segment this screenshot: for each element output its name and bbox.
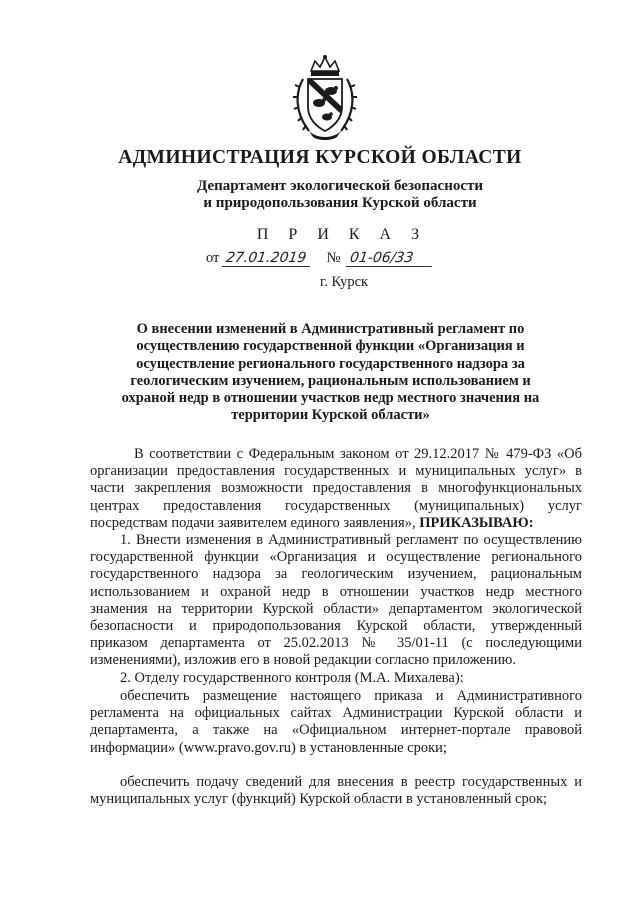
order-subject: О внесении изменений в Административный регламент по осуществлению государственной функции «Организация и осуществление регионального государственного надзора за геологическим изучением, рациональным использованием и охраной недр в отношении участков недр местного значения на территории Курской области» [121, 321, 540, 424]
item-2a-paragraph: обеспечить размещение настоящего приказа и Административного регламента на официальных сайтах Администрации Курской области и департамента, а также на «Официальном интернет-портале правовой информации» (www.pravo.gov.ru) в установленные сроки; [90, 688, 582, 756]
intro-text: В соответствии с Федеральным законом от 29.12.2017 № 479-ФЗ «Об организации предоставления государственных и муниципальных услуг» в части закрепления возможности предоставления в многофункциональных центрах предоставления государственных (муниципальных) услуг посредствам подачи заявителем единого заявления», [90, 446, 582, 531]
date-prefix: от [206, 250, 220, 266]
organization-title: АДМИНИСТРАЦИЯ КУРСКОЙ ОБЛАСТИ [118, 147, 522, 168]
handwritten-number: 01-06/33 [346, 250, 434, 267]
handwritten-date: 27.01.2019 [222, 250, 312, 267]
number-prefix: № [326, 250, 341, 266]
kursk-coat-of-arms-icon [291, 53, 359, 143]
date-number-row [206, 250, 433, 267]
order-directive: ПРИКАЗЫВАЮ: [419, 514, 534, 531]
item-2-paragraph: 2. Отделу государственного контроля (М.А. Михалева): [120, 670, 464, 686]
item-1-paragraph: 1. Внести изменения в Административный регламент по осуществлению государственной функции «Организация и осуществление регионального государственного надзора за геологическим изучением, рациональным использованием и охраной недр в отношении участков недр местного знамения на территории Курской области» департаментом экологической безопасности и природопользования Курской области, утвержденный приказом департамента от 25.02.2013 № 35/01-11 (с последующими изменениями), изложив его в новой редакции согласно приложению. [90, 532, 582, 669]
city-name: г. Курск [319, 274, 369, 290]
intro-paragraph [90, 446, 582, 532]
document-type: П Р И К А З [256, 226, 428, 243]
item-2b-paragraph: обеспечить подачу сведений для внесения в реестр государственных и муниципальных услуг (функций) Курской области в установленный срок; [90, 774, 582, 808]
department-name-line-1: Департамент экологической безопасности [196, 178, 484, 194]
department-name-line-2: и природопользования Курской области [203, 195, 477, 211]
